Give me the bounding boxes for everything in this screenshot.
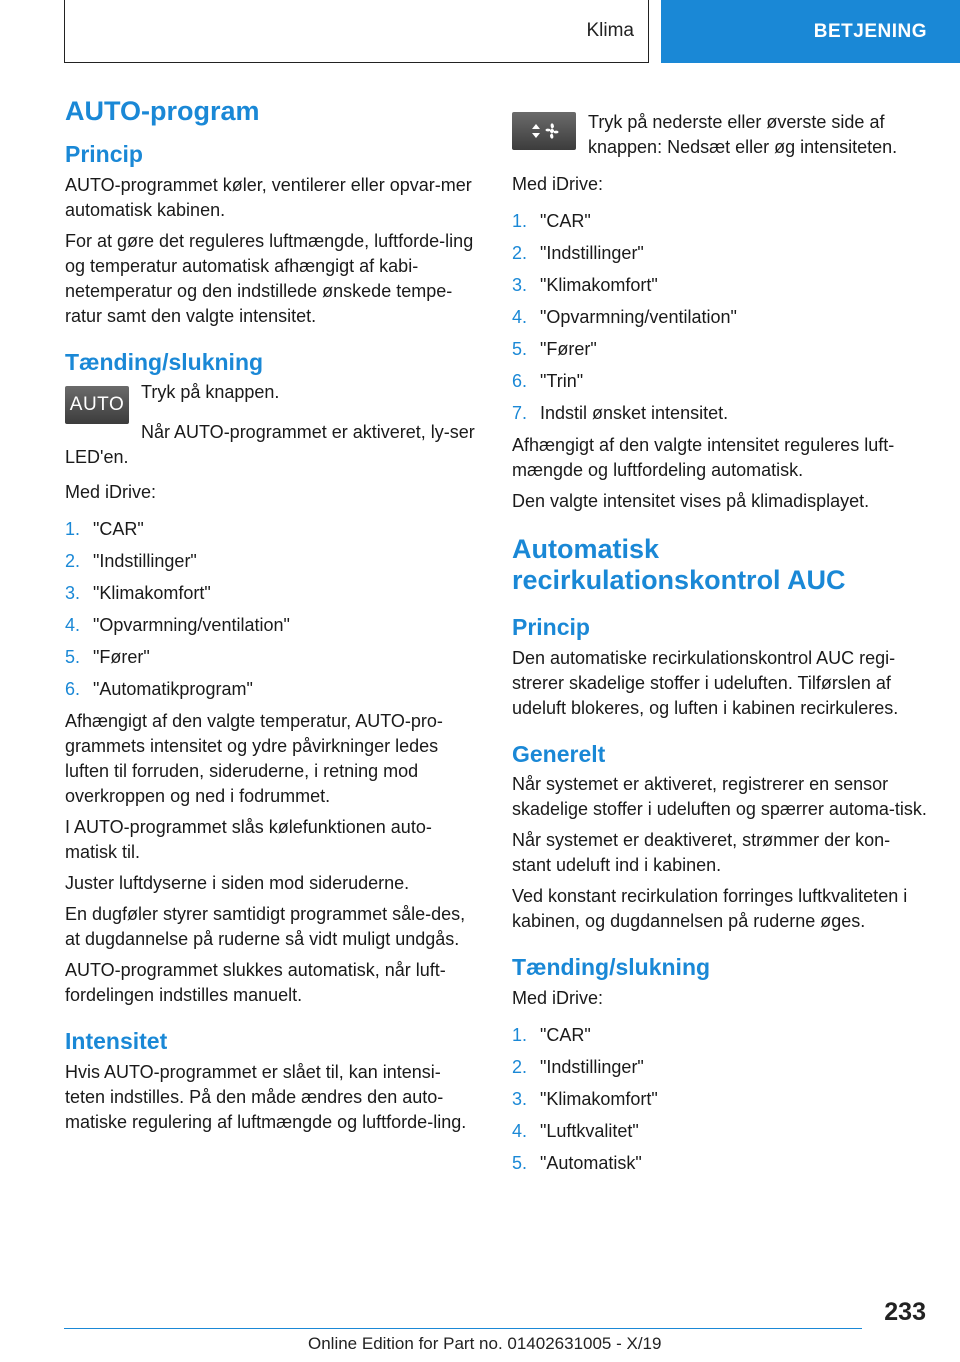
footer-edition: Online Edition for Part no. 01402631005 - X/19 <box>308 1334 662 1353</box>
footer-divider <box>64 1328 862 1329</box>
intensity-heading: Intensitet <box>65 1028 168 1055</box>
auto-paragraph-2: I AUTO-programmet slås kølefunktionen auto-matisk til. <box>65 817 432 863</box>
general-paragraph-1: Når systemet er aktiveret, registrerer en sensor skadelige stoffer i udeluften og spærrer automa-tisk. <box>512 774 927 820</box>
list-item: 7. Indstil ønsket intensitet. <box>512 403 729 423</box>
auto-button-icon: AUTO <box>65 386 129 424</box>
list-item: 5. "Automatisk" <box>512 1152 642 1173</box>
general-paragraph-2: Når systemet er deaktiveret, strømmer der kon-stant udeluft ind i kabinen. <box>512 830 891 876</box>
right-column <box>512 106 927 1183</box>
auto-paragraph-4: En dugføler styrer samtidigt programmet såle-des, at dugdannelse på ruderne så vidt muligt undgås. <box>65 904 466 950</box>
list-item: 4. "Opvarmning/ventilation" <box>512 307 737 327</box>
list-item: 6. "Automatikprogram" <box>65 679 253 700</box>
list-item: 5. "Fører" <box>512 339 597 359</box>
general-heading: Generelt <box>512 740 606 767</box>
list-item: 1. "CAR" <box>512 211 591 231</box>
principle-heading: Princip <box>65 141 143 168</box>
auto-paragraph-1: Afhængigt af den valgte temperatur, AUTO-pro-grammets intensitet og ydre påvirkninger ledes luften til forruden, sideruderne, i retning mod overkroppen og ned i fodrummet. <box>65 711 443 807</box>
list-item: 1. "CAR" <box>512 1024 591 1045</box>
auto-paragraph-5: AUTO-programmet slukkes automatisk, når luft-fordelingen indstilles manuelt. <box>65 960 446 1006</box>
idrive-label: Med iDrive: <box>512 987 604 1008</box>
auto-paragraph-3: Juster luftdyserne i siden mod sideruderne. <box>65 873 410 894</box>
fan-button-row <box>512 110 927 166</box>
intensity-paragraph: Hvis AUTO-programmet er slået til, kan intensi-teten indstilles. På den måde ændres den auto-matiske regulering af luftmængde og luftforde-ling. <box>65 1061 467 1132</box>
intensity-paragraph-1: Afhængigt af den valgte intensitet reguleres luft-mængde og luftfordeling automatisk. <box>512 435 895 480</box>
auc-principle-heading: Princip <box>512 614 590 641</box>
principle-paragraph-2: For at gøre det reguleres luftmængde, luftforde-ling og temperatur automatisk afhængigt af kabi-netemperatur og den indstillede ønskede tempe-ratur samt den valgte intensitet. <box>65 230 474 326</box>
fan-paragraph: Tryk på nederste eller øverste side af knappen: Nedsæt eller øg intensiteten. <box>588 112 898 157</box>
list-item: 4. "Opvarmning/ventilation" <box>65 615 290 636</box>
list-item: 2. "Indstillinger" <box>512 243 644 263</box>
list-item: 5. "Fører" <box>65 647 150 668</box>
list-item: 2. "Indstillinger" <box>512 1056 644 1077</box>
onoff-paragraph-2: Når AUTO-programmet er aktiveret, ly-ser LED'en. <box>65 422 475 468</box>
header-chapter-label: BETJENING <box>813 20 927 42</box>
list-item: 1. "CAR" <box>65 519 144 540</box>
auc-onoff-heading: Tænding/slukning <box>512 954 711 981</box>
list-item: 3. "Klimakomfort" <box>65 583 211 604</box>
auc-title: Automatisk recirkulationskontrol AUC <box>512 534 846 596</box>
header-section-label: Klima <box>586 20 634 41</box>
general-paragraph-3: Ved konstant recirkulation forringes luftkvaliteten i kabinen, og dugdannelsen på ruderne øges. <box>512 886 908 932</box>
list-item: 2. "Indstillinger" <box>65 551 197 572</box>
header-chapter-tab <box>661 0 960 63</box>
idrive-label: Med iDrive: <box>65 482 157 503</box>
header-section-tab <box>64 0 649 63</box>
list-item: 6. "Trin" <box>512 371 584 391</box>
auto-program-title: AUTO-program <box>65 96 260 126</box>
list-item: 3. "Klimakomfort" <box>512 1088 658 1109</box>
list-item: 4. "Luftkvalitet" <box>512 1120 639 1141</box>
list-item: 3. "Klimakomfort" <box>512 275 658 295</box>
intensity-steps-list <box>512 205 927 429</box>
onoff-paragraph-1: Tryk på knappen. <box>141 382 280 403</box>
auto-button-row <box>65 380 477 424</box>
intensity-paragraph-2: Den valgte intensitet vises på klimadisplayet. <box>512 491 870 511</box>
auc-principle-paragraph: Den automatiske recirkulationskontrol AUC regi-strerer skadelige stoffer i udeluften. Tilførslen af udeluft blokeres, og luften i kabinen recirkuleres. <box>512 647 899 718</box>
fan-up-down-icon <box>512 112 576 150</box>
auto-steps-list <box>65 513 477 705</box>
idrive-label: Med iDrive: <box>512 174 604 194</box>
left-column <box>65 96 477 1141</box>
onoff-heading: Tænding/slukning <box>65 348 264 375</box>
page-number: 233 <box>884 1298 926 1326</box>
auc-steps-list <box>512 1019 927 1179</box>
principle-paragraph-1: AUTO-programmet køler, ventilerer eller opvar-mer automatisk kabinen. <box>65 174 472 220</box>
